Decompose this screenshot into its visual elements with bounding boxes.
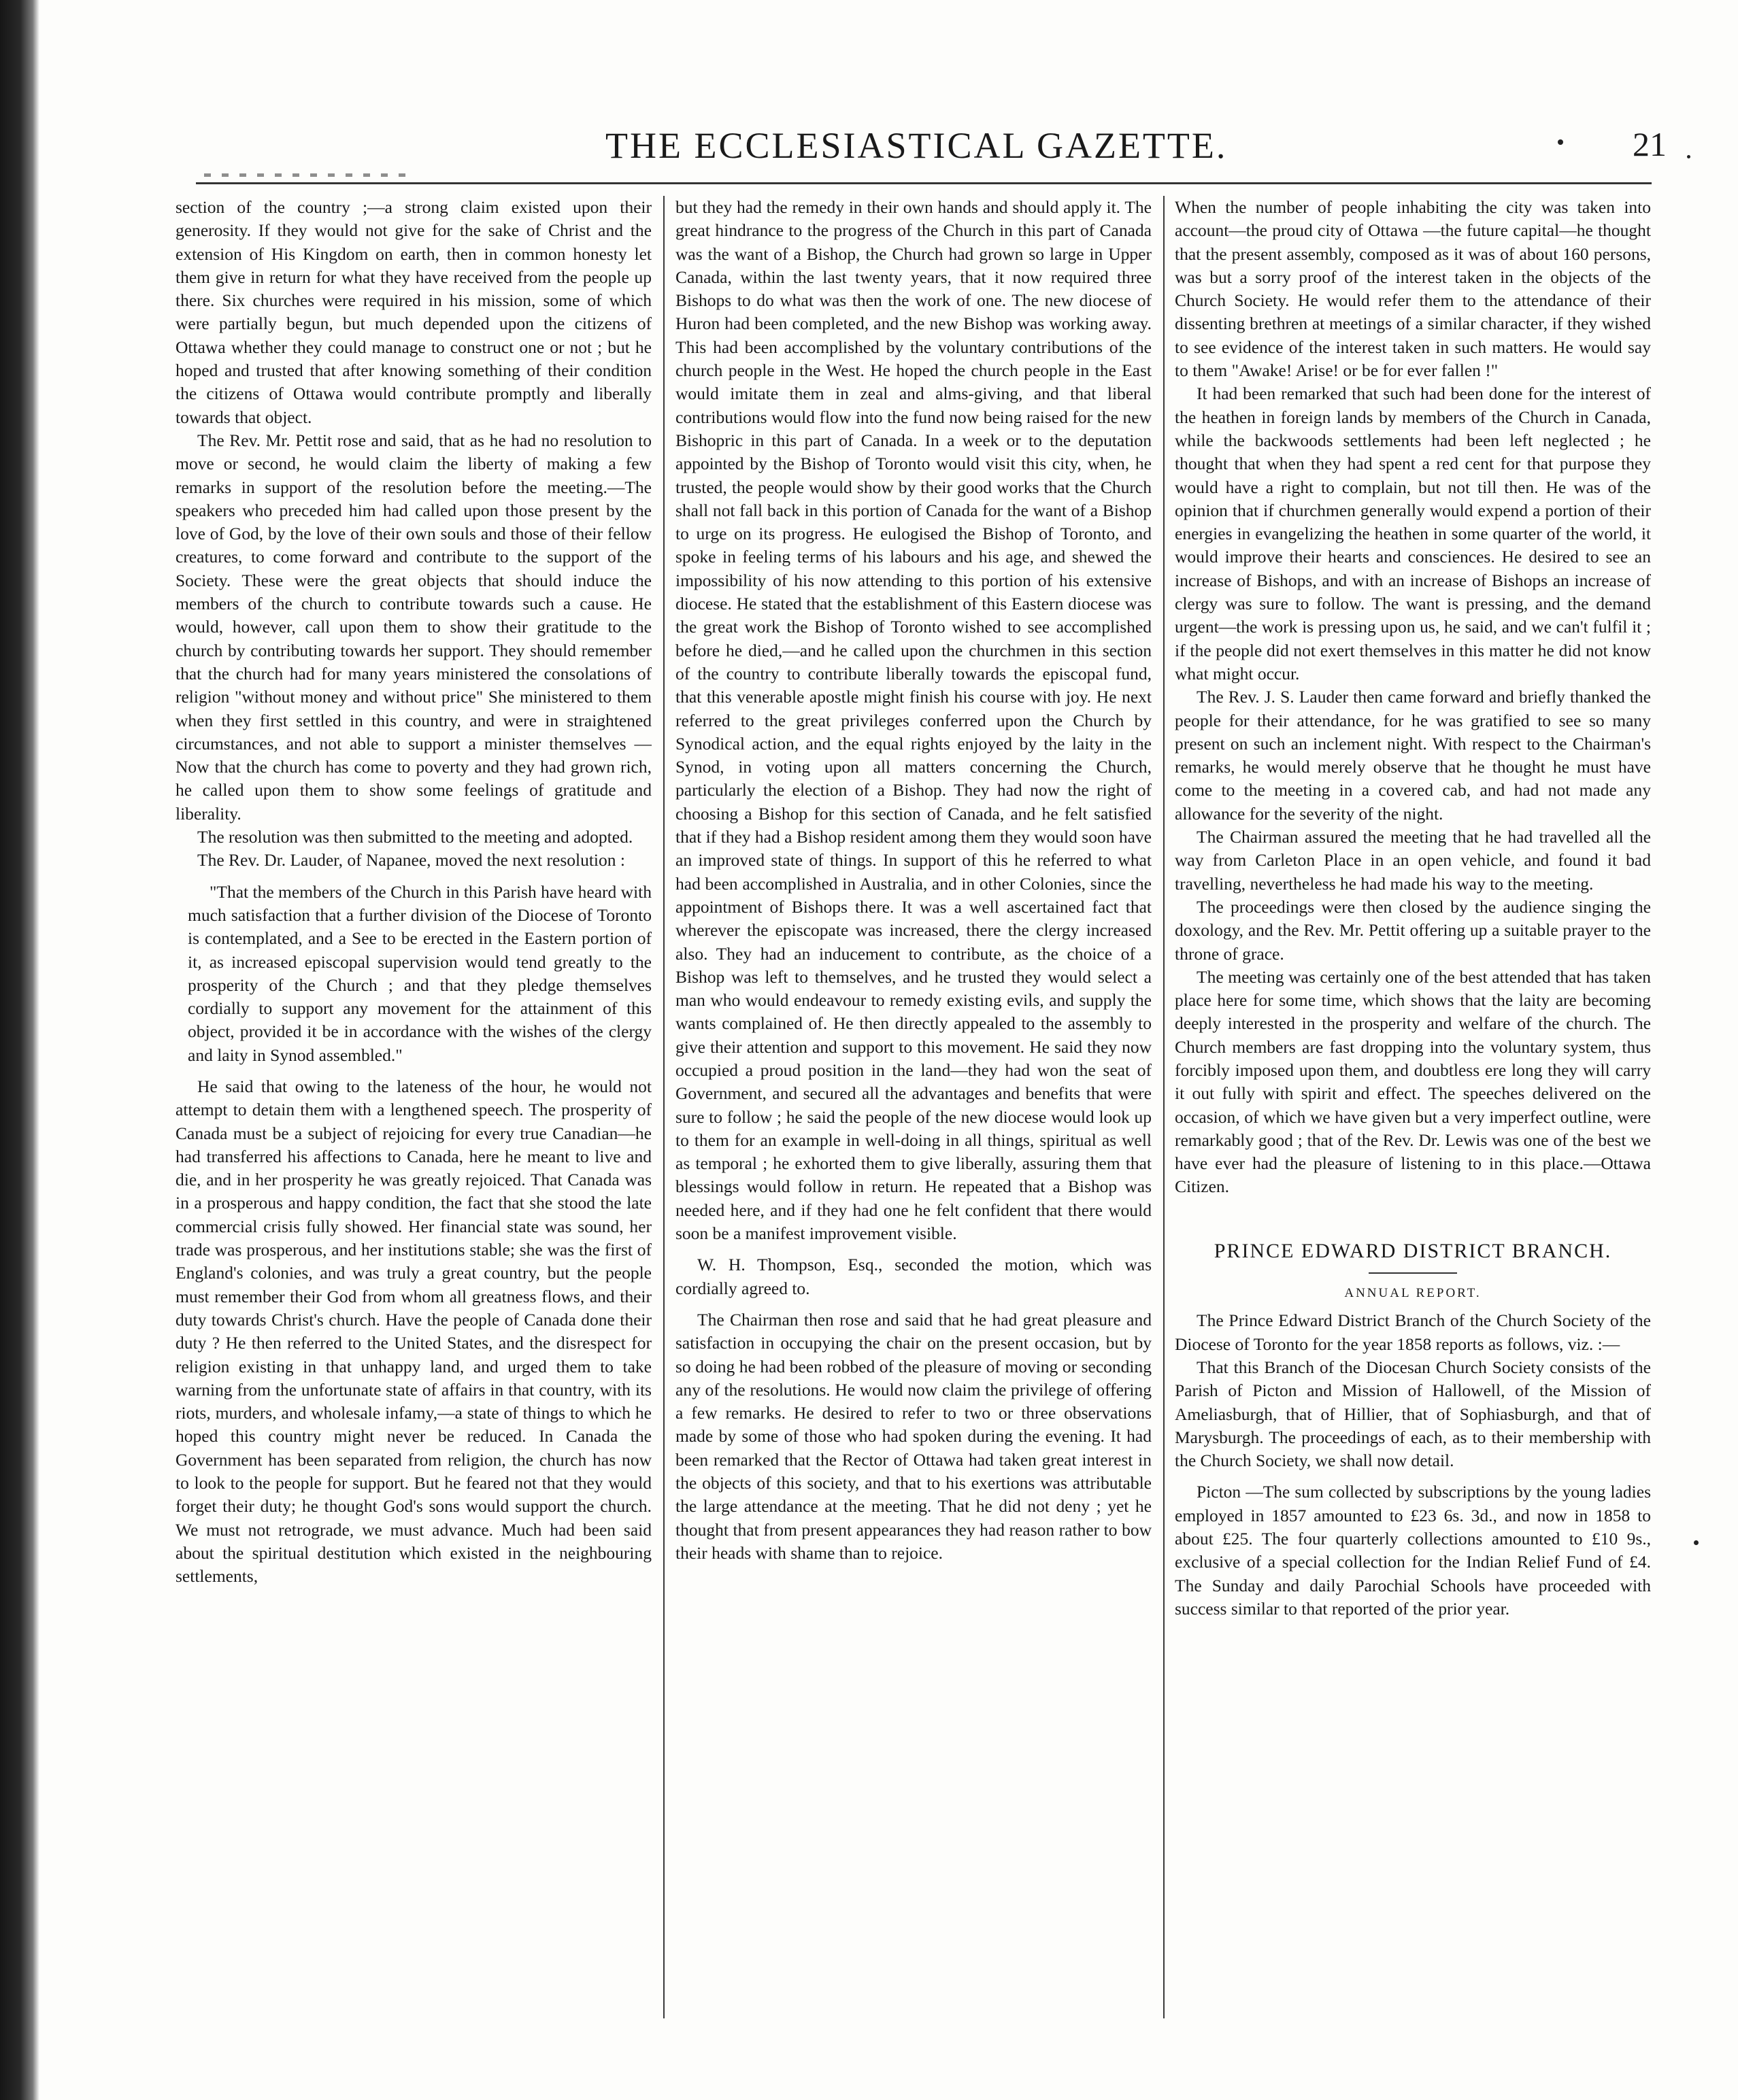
section-subheading: ANNUAL REPORT.: [1344, 1286, 1482, 1301]
paragraph: The Chairman then rose and said that he had great pleasure and satisfaction in occupying the chair on the present occasion, but by so doing he had been robbed of the pleasure of moving or seconding any of the resolutions. He would now claim the privilege of offering a few remarks. He desired to refer to two or three observations made by some of those who had spoken during the evening. It had been remarked that the Rector of Ottawa had taken great interest in the objects of this society, and that to his exertions was attributable the large attendance at the meeting. That he did not deny ; yet he thought that from present appearances they had reason rather to bow their heads with shame than to rejoice.: [675, 1309, 1152, 1563]
paragraph: W. H. Thompson, Esq., seconded the motion, which was cordially agreed to.: [675, 1255, 1152, 1298]
paragraph: The meeting was certainly one of the best attended that has taken place here for some time, which shows that the laity are becoming deeply interested in the prosperity and welfare of the church. The Church members are fast dropping into the voluntary system, thus forcibly imposed upon them, and doubtless ere long they will carry it out fully with spirit and effect. The speeches delivered on the occasion, of which we have given but a very imperfect outline, were remarkably good ; that of the Rev. Dr. Lewis was one of the best we have ever had the pleasure of listening to in this place.—Ottawa Citizen.: [1175, 966, 1651, 1197]
paragraph: The Prince Edward District Branch of the Church Society of the Diocese of Toronto for the year 1858 reports as follows, viz. :—: [1175, 1310, 1651, 1354]
resolution-quote: "That the members of the Church in this Parish have heard with much satisfaction that a further division of the Diocese of Toronto is contemplated, and a See to be erected in the Eastern portion of it, as increased episcopal supervision would tend greatly to the prosperity of the Church ; and that they pledge themselves cordially to support any movement for the attainment of this object, provided it be in accordance with the wishes of the clergy and laity in Synod assembled.": [188, 881, 652, 1065]
paragraph: but they had the remedy in their own hands and should apply it. The great hindrance to the progress of the Church in this part of Canada was the want of a Bishop, the Church had grown so large in Upper Canada, within the last twenty years, that it now required three Bishops to do what was then the work of one. The new diocese of Huron had been completed, and the new Bishop was working away. This had been accomplished by the voluntary contributions of the church people in the West. He hoped the church people in the East would imitate them in zeal and alms-giving, and that liberal contributions would flow into the fund now being raised for the new Bishopric in this part of Canada. In a week or to the deputation appointed by the Bishop of Toronto would visit this city, when, he trusted, the people would show by their good works that the Church shall not fall back in this portion of Canada for the want of a Bishop to urge on its progress. He eulogised the Bishop of Toronto, and spoke in feeling terms of his labours and his age, and shewed the impossibility of his now attending to this portion of his extensive diocese. He stated that the establishment of this Eastern diocese was the great work the Bishop of Toronto wished to see accomplished before he died,—and he called upon the churchmen in this section of the country to contribute liberally towards the episcopal fund, that this venerable apostle might finish his course with joy. He next referred to the great privileges conferred upon the Church by Synodical action, and the equal rights enjoyed by the laity in the Synod, in voting upon all matters concerning the Church, particularly the election of a Bishop. They had now the right of choosing a Bishop for this section of Canada, and he felt satisfied that if they had a Bishop resident among them they would soon have an improved state of things. In support of this he referred to what had been accomplished in Australia, and in other Colonies, since the appointment of Bishops there. It was a well ascertained fact that wherever the episcopate was increased, there the clergy increased also. They had an inducement to contribute, as the choice of a Bishop was left to themselves, and he trusted they would select a man who would endeavour to remedy existing evils, and supply the wants complained of. He then directly appealed to the assembly to give their attention and support to this movement. He said they now occupied a proud position in the land—they had won the seat of Government, and secured all the advantages and benefits that were sure to follow ; he said the people of the new diocese would look up to them for an example in well-doing in all things, spiritual as well as temporal ; he exhorted them to give liberally, assuring them that blessings would follow in return. He repeated that a Bishop was needed here, and if they had one he felt confident that there would soon be a manifest improvement visible.: [675, 197, 1152, 1244]
text-column-3: [1175, 196, 1651, 2024]
column-divider: [1163, 196, 1165, 2018]
header-rule: [196, 182, 1652, 184]
heading-rule: [1369, 1272, 1457, 1274]
paragraph: The resolution was then submitted to the meeting and adopted.: [197, 827, 633, 847]
section-heading: PRINCE EDWARD DISTRICT BRANCH.: [1214, 1239, 1612, 1262]
page-number: 21: [1633, 125, 1667, 163]
paragraph: The Rev. Mr. Pettit rose and said, that as he had no resolution to move or second, he would claim the liberty of making a few remarks in support of the resolution before the meeting.—The speakers who preceded him had called upon those present by the love of God, by the love of their own souls and those of their fellow creatures, to come forward and contribute to the support of the Society. These were the great objects that should induce the members of the church to contribute towards such a cause. He would, however, call upon them to show their gratitude to the church by contributing towards her support. They should remember that the church had for many years ministered the consolations of religion "without money and without price" She ministered to them when they first settled in this country, and were in straightened circumstances, and not able to support a minister themselves — Now that the church has come to poverty and they had grown rich, he called upon them to show some feelings of gratitude and liberality.: [176, 430, 652, 824]
header-print-smudge: [204, 173, 408, 177]
paragraph: Picton —The sum collected by subscriptions by the young ladies employed in 1857 amounted to £23 6s. 3d., and now in 1858 to about £25. The four quarterly collections amounted to £10 9s., exclusive of a special collection for the Indian Relief Fund of £4. The Sunday and daily Parochial Schools have proceeded with success similar to that reported of the prior year.: [1175, 1482, 1651, 1619]
column-divider: [663, 196, 665, 2018]
text-column-1: [176, 196, 652, 2022]
scan-speck: [1694, 1540, 1699, 1545]
paragraph: That this Branch of the Diocesan Church Society consists of the Parish of Picton and Mission of Hallowell, of the Mission of Ameliasburgh, that of Hillier, that of Sophiasburgh, and that of Marysburgh. The proceedings of each, as to their membership with the Church Society, we shall now detail.: [1175, 1357, 1651, 1471]
paragraph: The proceedings were then closed by the audience singing the doxology, and the Rev. Mr. Pettit offering up a suitable prayer to the throne of grace.: [1175, 896, 1651, 964]
book-binding-edge: [0, 0, 39, 2100]
text-column-2: [675, 196, 1152, 2024]
paragraph: When the number of people inhabiting the city was taken into account—the proud city of Ottawa —the future capital—he thought that the present assembly, composed as it was of about 160 persons, was but a sorry proof of the interest taken in the objects of the Church Society. He would refer them to the attendance of their dissenting brethren at meetings of a similar character, if they wished to see evidence of the interest taken in such matters. He would say to them "Awake! Arise! or be for ever fallen !": [1175, 197, 1651, 381]
scan-speck: [1687, 155, 1690, 158]
page-header: [184, 119, 1667, 180]
paragraph: He said that owing to the lateness of the hour, he would not attempt to detain them with a lengthened speech. The prosperity of Canada must be a subject of rejoicing for every true Canadian—he had transferred his affections to Canada, here he meant to live and die, and in her prosperity he was greatly rejoiced. That Canada was in a prosperous and happy condition, the fact that she stood the late commercial crisis fully showed. Her financial state was sound, her trade was prosperous, and her institutions stable; she was the first of England's colonies, and was truly a great country, but the people must remember their God from whom all greatness flows, and their duty towards Christ's church. Have the people of Canada done their duty ? He then referred to the United States, and the disrespect for religion existing in that unhappy land, and urged them to take warning from the unfortunate state of affairs in that country, with its riots, murders, and wholesale infamy,—a state of things to which he hoped this country might never be reduced. In Canada the Government has been separated from religion, the church has now to look to the people for support. But he feared not that they would forget their duty; he thought God's sons would support the church. We must not retrograde, we must advance. Much had been said about the spiritual destitution which existed in the neighbouring settlements,: [176, 1076, 652, 1587]
publication-title: THE ECCLESIASTICAL GAZETTE.: [605, 125, 1228, 166]
paragraph: section of the country ;—a strong claim existed upon their generosity. If they would not give for the sake of Christ and the extension of His Kingdom on earth, then in common honesty let them give in return for what they have received from the people up there. Six churches were required in his mission, some of which were partially begun, but much depended upon the citizens of Ottawa whether they could manage to construct one or not ; but he hoped and trusted that after knowing something of their condition the citizens of Ottawa would contribute promptly and liberally towards that object.: [176, 197, 652, 427]
paragraph: It had been remarked that such had been done for the interest of the heathen in foreign lands by members of the Church in Canada, while the backwoods settlements had been left neglected ; he thought that when they had spent a red cent for that purpose they would have a right to complain, but not till then. He was of the opinion that if churchmen generally would expend a portion of their energies in evangelizing the heathen in some quarter of the world, it would improve their hearts and consciences. He desired to see an increase of Bishops, and with an increase of Bishops an increase of clergy was sure to follow. The want is pressing, and the demand urgent—the work is pressing upon us, he said, and we can't fulfil it ; if the people did not exert themselves in this matter he did not know what might occur.: [1175, 384, 1651, 683]
paragraph: The Rev. J. S. Lauder then came forward and briefly thanked the people for their attendance, for he was gratified to see so many present on such an inclement night. With respect to the Chairman's remarks, he would merely observe that he thought he must have come to the meeting in a covered cab, and had not made any allowance for the severity of the night.: [1175, 687, 1651, 824]
paragraph: The Chairman assured the meeting that he had travelled all the way from Carleton Place in an open vehicle, and found it bad travelling, nevertheless he had made his way to the meeting.: [1175, 827, 1651, 894]
paragraph: The Rev. Dr. Lauder, of Napanee, moved the next resolution :: [197, 850, 625, 870]
